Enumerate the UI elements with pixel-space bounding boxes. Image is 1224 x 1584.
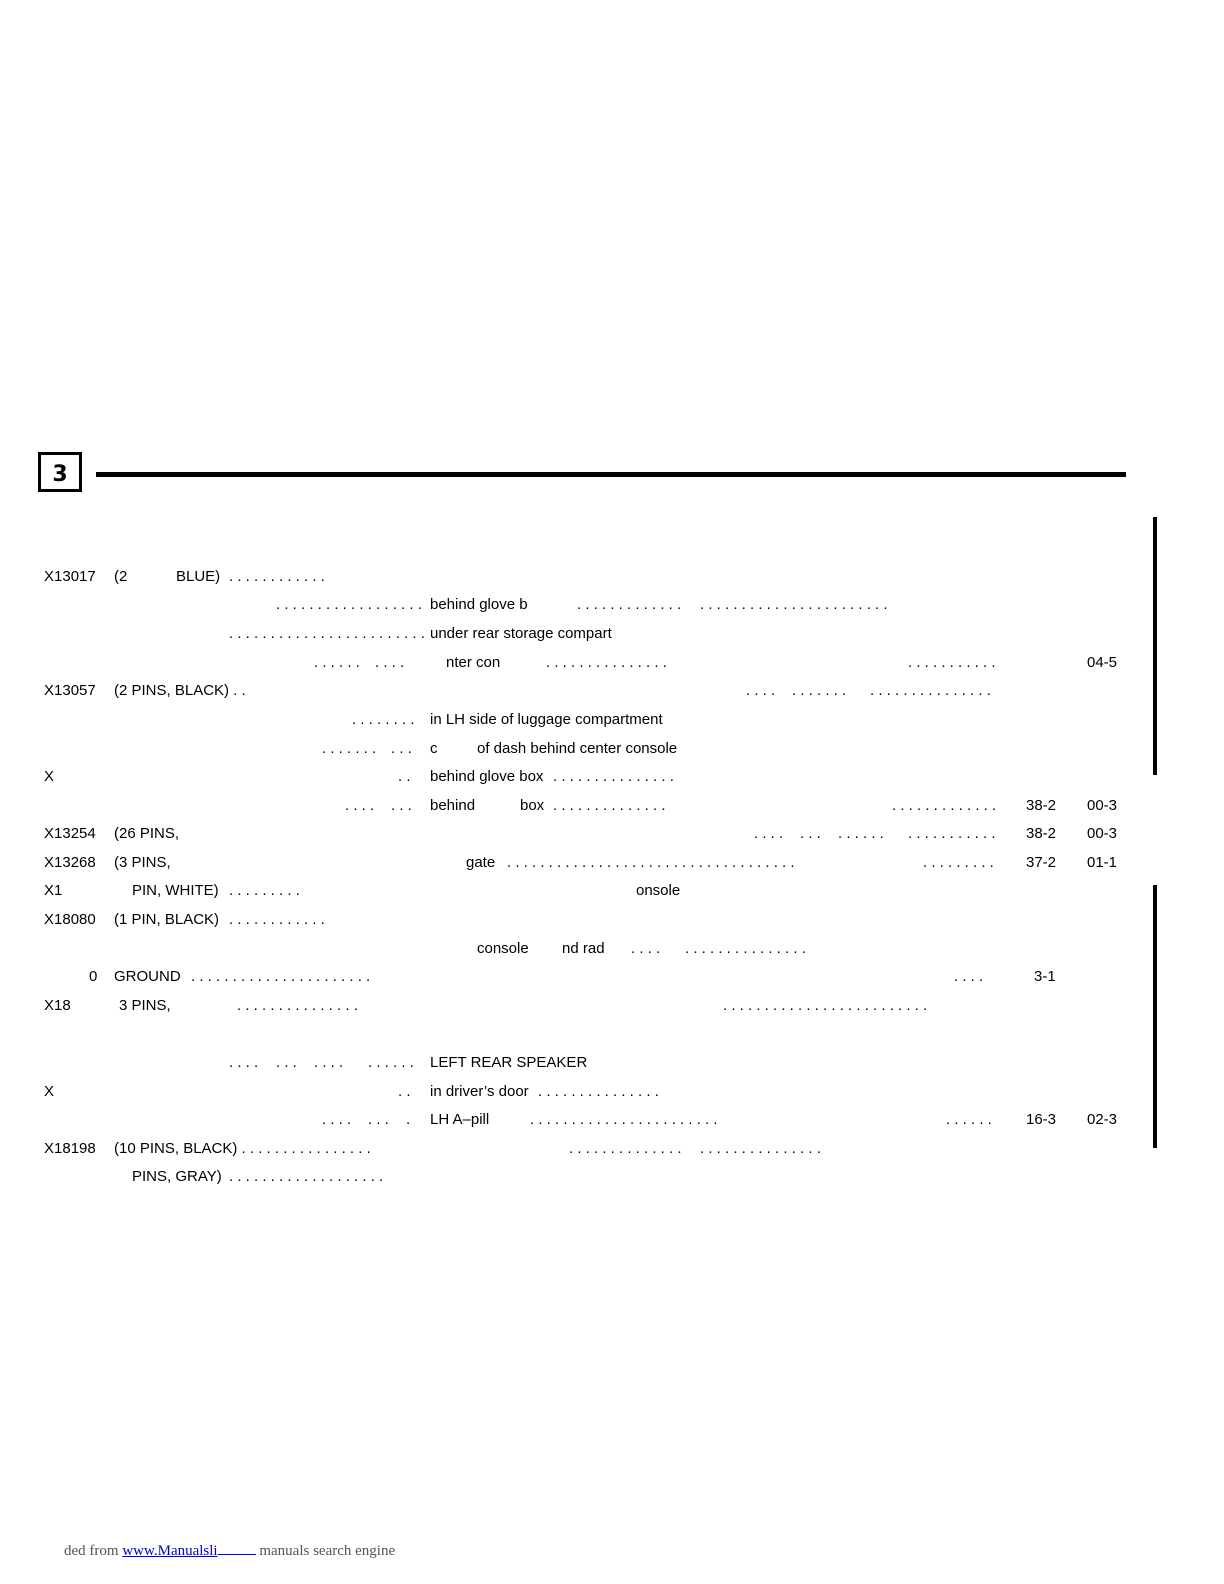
leader-dots: . . . bbox=[391, 740, 412, 757]
leader-dots: . . . . . . . . . bbox=[923, 854, 994, 871]
connector-desc: 3 PINS, bbox=[119, 997, 171, 1014]
connector-id: X13017 bbox=[44, 568, 96, 585]
manualslib-link[interactable]: www.Manualsli bbox=[122, 1543, 218, 1559]
page-ref: 00-3 bbox=[1087, 797, 1118, 814]
connector-id: X13268 bbox=[44, 854, 96, 871]
leader-dots: . . . . . . . . . bbox=[229, 882, 300, 899]
connector-id: X13254 bbox=[44, 825, 96, 842]
leader-dots: . . . . . . . . . . . . . . . bbox=[685, 940, 806, 957]
leader-dots: . . . . . . . . . . . . . bbox=[892, 797, 997, 814]
leader-dots: . . . bbox=[800, 825, 821, 842]
connector-desc: (10 PINS, BLACK) . . . . . . . . . . . . . . . . bbox=[114, 1140, 371, 1157]
page-ref: 04-5 bbox=[1087, 654, 1118, 671]
leader-dots: . . . . bbox=[229, 1054, 259, 1071]
link-underline-gap bbox=[218, 1542, 256, 1555]
leader-dots: . . . . . . . . . . . . . . . . . . . . . . . bbox=[700, 596, 888, 613]
leader-dots: . . . . . . . bbox=[792, 682, 847, 699]
location-text: of dash behind center console bbox=[477, 740, 678, 757]
leader-dots: . . . . . . bbox=[838, 825, 884, 842]
page-ref: 16-3 bbox=[1026, 1111, 1057, 1128]
leader-dots: . . . . . . . . . . . . . . . . . . . . . . . . bbox=[229, 625, 425, 642]
connector-id: X18 bbox=[44, 997, 71, 1014]
change-bar-top bbox=[1153, 517, 1157, 775]
header-rule bbox=[96, 472, 1126, 477]
page-ref: 01-1 bbox=[1087, 854, 1118, 871]
leader-dots: . . . . bbox=[314, 1054, 344, 1071]
leader-dots: . . . . . . . . . . . bbox=[908, 654, 996, 671]
leader-dots: . . . . . . . . . . . . . . . bbox=[237, 997, 358, 1014]
footer-suffix: manuals search engine bbox=[259, 1543, 396, 1559]
leader-dots: . . . . . . . . . . . . bbox=[229, 911, 325, 928]
leader-dots: . . . . . . . . . . . . bbox=[229, 568, 325, 585]
footer-prefix: ded from bbox=[64, 1543, 123, 1559]
page-ref: 00-3 bbox=[1087, 825, 1118, 842]
connector-desc: BLUE) bbox=[176, 568, 221, 585]
leader-dots: . . . bbox=[368, 1111, 389, 1128]
leader-dots: . . . . . . . . . . . . . . . . . . . bbox=[229, 1168, 384, 1185]
connector-desc: PIN, WHITE) bbox=[132, 882, 219, 899]
location-text: gate bbox=[466, 854, 496, 871]
location-text: c bbox=[430, 740, 438, 757]
leader-dots: . . . . . . . . . . . . . bbox=[577, 596, 682, 613]
location-text: LEFT REAR SPEAKER bbox=[430, 1054, 588, 1071]
connector-desc: (3 PINS, bbox=[114, 854, 171, 871]
section-number: 3 bbox=[52, 462, 68, 487]
location-text: LH A–pill bbox=[430, 1111, 490, 1128]
page-ref: 3-1 bbox=[1034, 968, 1056, 985]
page-ref: 02-3 bbox=[1087, 1111, 1118, 1128]
leader-dots: . . . . bbox=[754, 825, 784, 842]
leader-dots: . . bbox=[398, 1083, 411, 1100]
leader-dots: . . . . . . . . . . . . . . bbox=[569, 1140, 682, 1157]
leader-dots: . bbox=[406, 1111, 411, 1128]
connector-id: X1 bbox=[44, 882, 63, 899]
location-text: behind glove b bbox=[430, 596, 528, 613]
leader-dots: . . . . bbox=[345, 797, 375, 814]
leader-dots: . . bbox=[398, 768, 411, 785]
change-bar-bottom bbox=[1153, 885, 1157, 1148]
location-text: nd rad bbox=[562, 940, 605, 957]
connector-desc: (26 PINS, bbox=[114, 825, 180, 842]
connector-id: 0 bbox=[89, 968, 98, 985]
leader-dots: . . . bbox=[276, 1054, 297, 1071]
leader-dots: . . . . . . . . . . . bbox=[908, 825, 996, 842]
location-text: console bbox=[477, 940, 529, 957]
location-text: in LH side of luggage compartment bbox=[430, 711, 663, 728]
leader-dots: . . . . . . bbox=[368, 1054, 414, 1071]
section-number-badge bbox=[38, 452, 82, 492]
leader-dots: . . . . . . . . . . . . . . . . . . . . . . . . . bbox=[723, 997, 928, 1014]
leader-dots: . . . . bbox=[631, 940, 661, 957]
leader-dots: . . . . . . . . . . . . . . bbox=[553, 797, 666, 814]
location-text: behind glove box bbox=[430, 768, 544, 785]
leader-dots: . . . . . . . . . . . . . . . bbox=[553, 768, 674, 785]
leader-dots: . . . . . . . . . . . . . . . . . . bbox=[276, 596, 422, 613]
leader-dots: . . . . . . . . . . . . . . . bbox=[700, 1140, 821, 1157]
leader-dots: . . . . . . . . . . . . . . . . . . . . . . bbox=[191, 968, 371, 985]
connector-id: X18080 bbox=[44, 911, 96, 928]
download-footer bbox=[64, 1542, 395, 1560]
location-text: nter con bbox=[446, 654, 501, 671]
leader-dots: . . . . . . . . . . . . . . . bbox=[538, 1083, 659, 1100]
connector-desc: PINS, GRAY) bbox=[132, 1168, 222, 1185]
leader-dots: . . . . . . . . . . . . . . . . . . . . . . . . . . . . . . . . . . . bbox=[507, 854, 795, 871]
page-ref: 38-2 bbox=[1026, 797, 1057, 814]
leader-dots: . . . . . . . . . . . . . . . . . . . . . . . bbox=[530, 1111, 718, 1128]
connector-id: X bbox=[44, 768, 55, 785]
page-ref: 38-2 bbox=[1026, 825, 1057, 842]
location-text: onsole bbox=[636, 882, 681, 899]
leader-dots: . . . . bbox=[322, 1111, 352, 1128]
leader-dots: . . . . . . . . . . . . . . . bbox=[870, 682, 991, 699]
location-text: in driver’s door bbox=[430, 1083, 529, 1100]
connector-id: X18198 bbox=[44, 1140, 96, 1157]
leader-dots: . . . . . . . bbox=[322, 740, 377, 757]
connector-desc: (1 PIN, BLACK) bbox=[114, 911, 220, 928]
leader-dots: . . . . bbox=[954, 968, 984, 985]
connector-desc: (2 PINS, BLACK) . . bbox=[114, 682, 246, 699]
connector-desc: (2 bbox=[114, 568, 128, 585]
location-text: under rear storage compart bbox=[430, 625, 612, 642]
leader-dots: . . . bbox=[391, 797, 412, 814]
leader-dots: . . . . . . bbox=[946, 1111, 992, 1128]
connector-id: X bbox=[44, 1083, 55, 1100]
leader-dots: . . . . bbox=[746, 682, 776, 699]
connector-id: X13057 bbox=[44, 682, 96, 699]
leader-dots: . . . . . . . . bbox=[352, 711, 415, 728]
leader-dots: . . . . . . bbox=[314, 654, 360, 671]
page-ref: 37-2 bbox=[1026, 854, 1057, 871]
connector-desc: GROUND bbox=[114, 968, 181, 985]
location-text: box bbox=[520, 797, 545, 814]
leader-dots: . . . . bbox=[375, 654, 405, 671]
leader-dots: . . . . . . . . . . . . . . . bbox=[546, 654, 667, 671]
location-text: behind bbox=[430, 797, 476, 814]
